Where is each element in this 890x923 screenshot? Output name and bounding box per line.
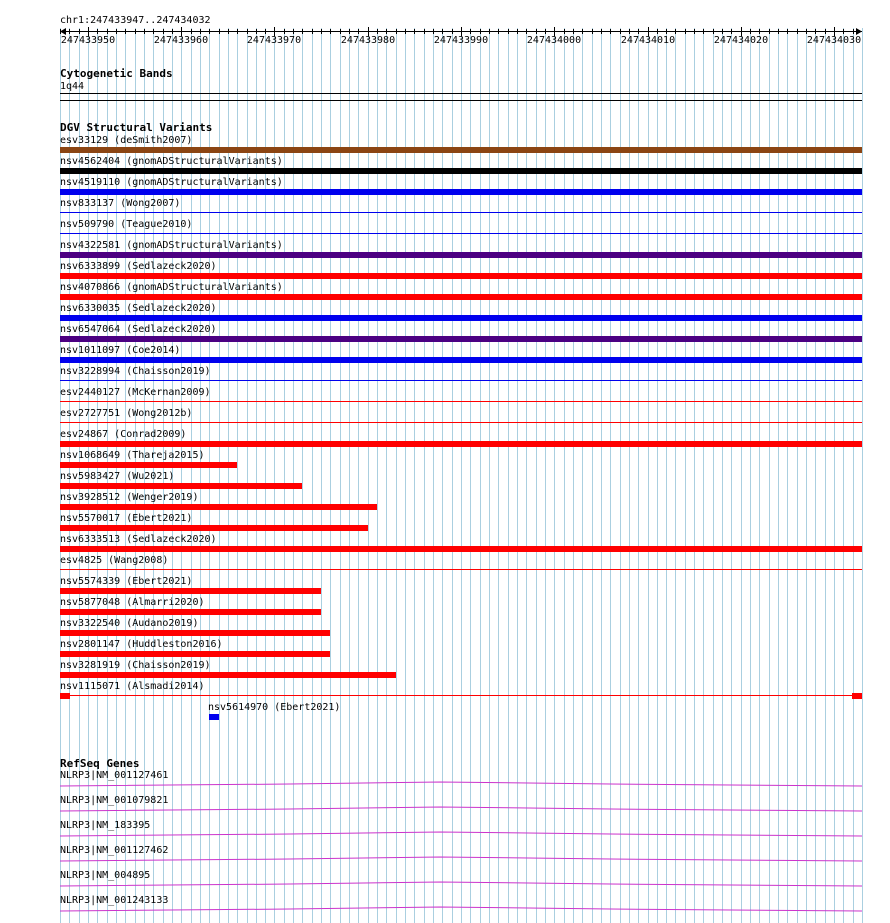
- gene-label[interactable]: NLRP3|NM_001127462: [60, 845, 169, 856]
- variant-label[interactable]: nsv4070866 (gnomADStructuralVariants): [60, 282, 283, 293]
- variant-bar[interactable]: [60, 546, 862, 552]
- variant-bar[interactable]: [60, 672, 396, 678]
- variant-bar[interactable]: [209, 714, 219, 720]
- variant-label[interactable]: esv24867 (Conrad2009): [60, 429, 187, 440]
- variant-label[interactable]: nsv5877048 (Almarri2020): [60, 597, 205, 608]
- variant-bar[interactable]: [60, 441, 862, 447]
- ruler-tick-label: 247434000: [526, 35, 582, 46]
- variant-bar[interactable]: [60, 401, 862, 402]
- variant-bar[interactable]: [60, 609, 321, 615]
- gene-label[interactable]: NLRP3|NM_004895: [60, 870, 151, 881]
- variant-bar[interactable]: [60, 422, 862, 423]
- variant-bar[interactable]: [60, 294, 862, 300]
- gene-intron-line: [60, 857, 862, 861]
- ruler-tick-label: 247434030: [806, 35, 862, 46]
- cytoband-bar[interactable]: [60, 93, 862, 94]
- variant-label[interactable]: esv2727751 (Wong2012b): [60, 408, 193, 419]
- gene-intron-line: [60, 907, 862, 911]
- variant-bar[interactable]: [60, 336, 862, 342]
- variant-label[interactable]: nsv509790 (Teague2010): [60, 219, 193, 230]
- variant-bar[interactable]: [60, 168, 862, 174]
- gene-label[interactable]: NLRP3|NM_001079821: [60, 795, 169, 806]
- variant-bar[interactable]: [60, 462, 237, 468]
- gene-model[interactable]: [60, 778, 862, 788]
- gene-intron-line: [60, 782, 862, 786]
- variant-label[interactable]: nsv4562404 (gnomADStructuralVariants): [60, 156, 283, 167]
- variant-label[interactable]: nsv1115071 (Alsmadi2014): [60, 681, 205, 692]
- variant-bar[interactable]: [60, 315, 862, 321]
- variant-label[interactable]: nsv3928512 (Wenger2019): [60, 492, 199, 503]
- ruler-tick-label: 247433980: [340, 35, 396, 46]
- ruler-tick-label: 247433990: [433, 35, 489, 46]
- ruler-tick-label: 247433950: [60, 35, 116, 46]
- variant-bar[interactable]: [60, 212, 862, 213]
- gene-intron-line: [60, 882, 862, 886]
- variant-label[interactable]: nsv5614970 (Ebert2021): [208, 702, 341, 713]
- variant-bar[interactable]: [60, 569, 862, 570]
- variant-label[interactable]: nsv1011097 (Coe2014): [60, 345, 181, 356]
- variant-label[interactable]: esv4825 (Wang2008): [60, 555, 169, 566]
- gene-model[interactable]: [60, 903, 862, 913]
- refseq-track-title: RefSeq Genes: [60, 757, 140, 770]
- ruler-tick-label: 247433970: [246, 35, 302, 46]
- variant-label[interactable]: nsv3228994 (Chaisson2019): [60, 366, 211, 377]
- variant-label[interactable]: nsv3281919 (Chaisson2019): [60, 660, 211, 671]
- gene-label[interactable]: NLRP3|NM_001243133: [60, 895, 169, 906]
- variant-block-start[interactable]: [60, 693, 70, 699]
- variant-label[interactable]: nsv2801147 (Huddleston2016): [60, 639, 223, 650]
- variant-bar[interactable]: [60, 189, 862, 195]
- variant-label[interactable]: nsv833137 (Wong2007): [60, 198, 181, 209]
- variant-bar[interactable]: [60, 483, 302, 489]
- gene-model[interactable]: [60, 828, 862, 838]
- track-divider: [60, 100, 862, 101]
- gene-label[interactable]: NLRP3|NM_183395: [60, 820, 151, 831]
- ruler-tick-label: 247434020: [713, 35, 769, 46]
- variant-label[interactable]: nsv5574339 (Ebert2021): [60, 576, 193, 587]
- ruler-tick-label: 247434010: [620, 35, 676, 46]
- variant-bar[interactable]: [60, 147, 862, 153]
- variant-bar[interactable]: [60, 630, 330, 636]
- variant-bar[interactable]: [60, 273, 862, 279]
- variant-bar[interactable]: [60, 380, 862, 381]
- ruler-tick-label: 247433960: [153, 35, 209, 46]
- variant-label[interactable]: nsv6333513 (Sedlazeck2020): [60, 534, 217, 545]
- gene-model[interactable]: [60, 803, 862, 813]
- gene-label[interactable]: NLRP3|NM_001127461: [60, 770, 169, 781]
- scroll-right-arrow-icon: [856, 28, 862, 35]
- variant-bar[interactable]: [60, 357, 862, 363]
- variant-connector[interactable]: [60, 695, 862, 696]
- variant-label[interactable]: esv33129 (deSmith2007): [60, 135, 193, 146]
- variant-label[interactable]: nsv6330035 (Sedlazeck2020): [60, 303, 217, 314]
- variant-label[interactable]: nsv5983427 (Wu2021): [60, 471, 175, 482]
- gene-model[interactable]: [60, 878, 862, 888]
- variant-block-end[interactable]: [852, 693, 862, 699]
- variant-bar[interactable]: [60, 233, 862, 234]
- gene-intron-line: [60, 807, 862, 811]
- cytoband-track-title: Cytogenetic Bands: [60, 67, 173, 80]
- variant-bar[interactable]: [60, 525, 368, 531]
- gene-model[interactable]: [60, 853, 862, 863]
- variant-label[interactable]: nsv1068649 (Thareja2015): [60, 450, 205, 461]
- variant-label[interactable]: nsv4322581 (gnomADStructuralVariants): [60, 240, 283, 251]
- variant-label[interactable]: nsv6547064 (Sedlazeck2020): [60, 324, 217, 335]
- variant-label[interactable]: nsv4519110 (gnomADStructuralVariants): [60, 177, 283, 188]
- variant-label[interactable]: nsv5570017 (Ebert2021): [60, 513, 193, 524]
- variant-label[interactable]: nsv6333899 (Sedlazeck2020): [60, 261, 217, 272]
- cytoband-label[interactable]: 1q44: [60, 81, 85, 92]
- gene-intron-line: [60, 832, 862, 836]
- variant-bar[interactable]: [60, 588, 321, 594]
- variant-label[interactable]: nsv3322540 (Audano2019): [60, 618, 199, 629]
- coordinate-readout: chr1:247433947..247434032: [60, 15, 211, 26]
- variant-bar[interactable]: [60, 651, 330, 657]
- variant-label[interactable]: esv2440127 (McKernan2009): [60, 387, 211, 398]
- variant-bar[interactable]: [60, 252, 862, 258]
- dgv-track-title: DGV Structural Variants: [60, 121, 213, 134]
- variant-bar[interactable]: [60, 504, 377, 510]
